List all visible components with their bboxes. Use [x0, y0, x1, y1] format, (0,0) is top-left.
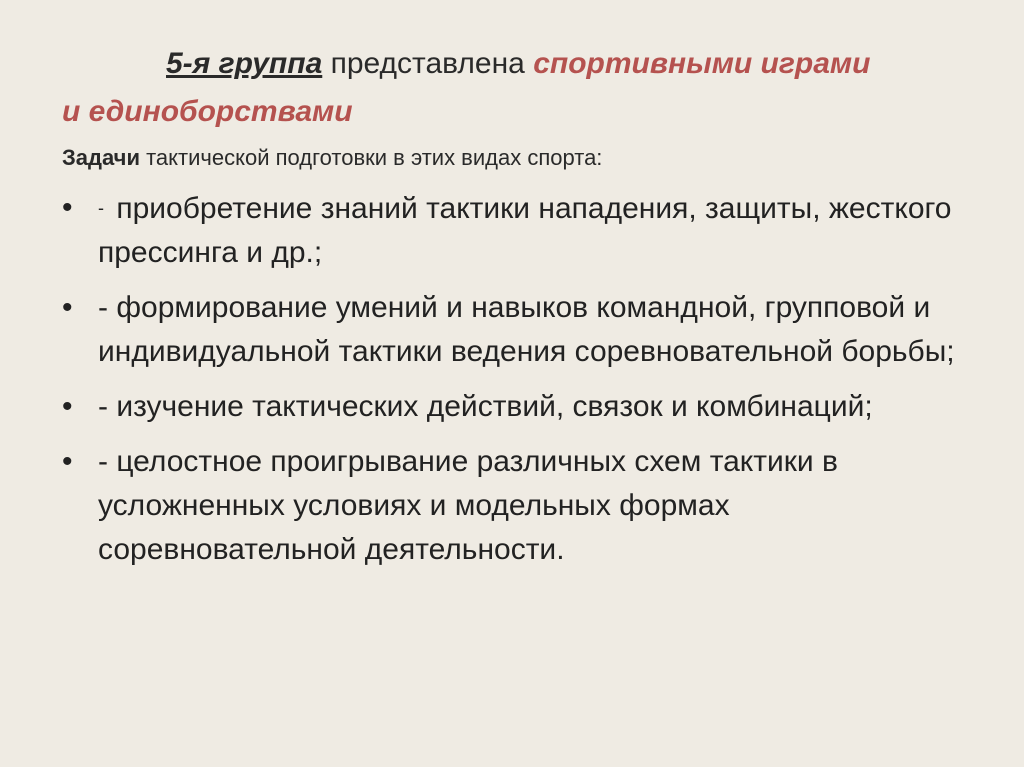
list-item	[62, 440, 962, 572]
heading-accent-text: спортивными играми и единоборствами	[62, 47, 871, 128]
bullet-text: - целостное проигрывание различных схем тактики в усложненных условиях и модельных формах соревновательной деятельности.	[98, 445, 838, 566]
tasks-subtitle	[62, 142, 602, 174]
bullet-text: - изучение тактических действий, связок и комбинаций;	[98, 390, 873, 423]
slide-heading	[62, 40, 882, 136]
subtitle-rest: тактической подготовки в этих видах спорта:	[139, 145, 603, 170]
list-item	[62, 385, 962, 429]
bullet-text: приобретение знаний тактики нападения, защиты, жесткого прессинга и др.;	[98, 192, 952, 269]
task-list	[62, 186, 962, 583]
heading-middle-text: представлена	[322, 47, 534, 80]
bullet-text: - формирование умений и навыков командной, групповой и индивидуальной тактики ведения соревновательной борьбы;	[98, 291, 955, 368]
bullet-dash: -	[98, 198, 104, 218]
bullet-dot: •	[62, 445, 73, 478]
bullet-dot: •	[62, 390, 73, 423]
bullet-dot: •	[62, 291, 73, 324]
list-item	[62, 186, 962, 275]
subtitle-strong: Задачи	[62, 145, 140, 170]
list-item	[62, 286, 962, 374]
group-label: 5-я группа	[166, 47, 323, 80]
bullet-dot: •	[62, 191, 73, 224]
